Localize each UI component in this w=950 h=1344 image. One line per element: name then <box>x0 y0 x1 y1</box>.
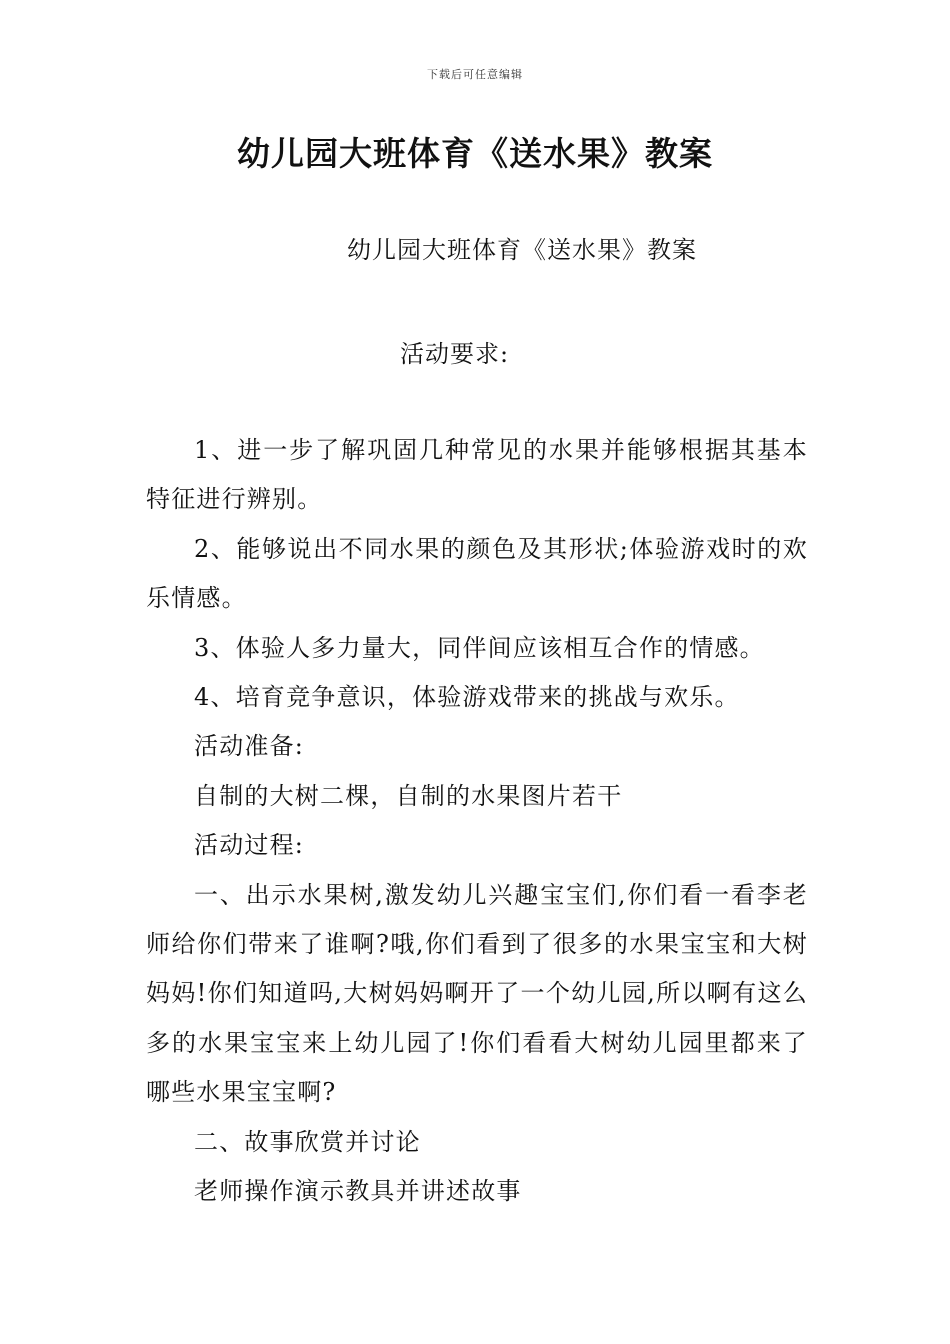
document-title: 幼儿园大班体育《送水果》教案 <box>237 134 713 173</box>
paragraph-process-1: 一、出示水果树,激发幼儿兴趣宝宝们,你们看一看李老师给你们带来了谁啊?哦,你们看到了很多的水果宝宝和大树妈妈!你们知道吗,大树妈妈啊开了一个幼儿园,所以啊有这么多的水果宝宝来上幼儿园了!你们看看大树幼儿园里都来了哪些水果宝宝啊? <box>146 880 808 1107</box>
paragraph-requirement-4: 4、培育竞争意识，体验游戏带来的挑战与欢乐。 <box>194 683 740 712</box>
paragraph-process-3: 老师操作演示教具并讲述故事 <box>194 1177 522 1206</box>
document-body <box>146 426 808 1217</box>
paragraph-preparation: 自制的大树二棵，自制的水果图片若干 <box>194 781 623 810</box>
paragraph-requirement-2: 2、能够说出不同水果的颜色及其形状;体验游戏时的欢乐情感。 <box>146 534 808 613</box>
document-subtitle: 幼儿园大班体育《送水果》教案 <box>347 236 697 264</box>
heading-preparation: 活动准备: <box>194 732 305 761</box>
page-header-note: 下载后可任意编辑 <box>427 68 523 81</box>
paragraph-process-2: 二、故事欣赏并讨论 <box>194 1127 421 1156</box>
paragraph-requirement-3: 3、体验人多力量大，同伴间应该相互合作的情感。 <box>194 633 765 662</box>
paragraph-requirement-1: 1、进一步了解巩固几种常见的水果并能够根据其基本特征进行辨别。 <box>146 436 808 514</box>
requirements-heading: 活动要求: <box>400 340 510 368</box>
heading-process: 活动过程: <box>194 831 305 860</box>
